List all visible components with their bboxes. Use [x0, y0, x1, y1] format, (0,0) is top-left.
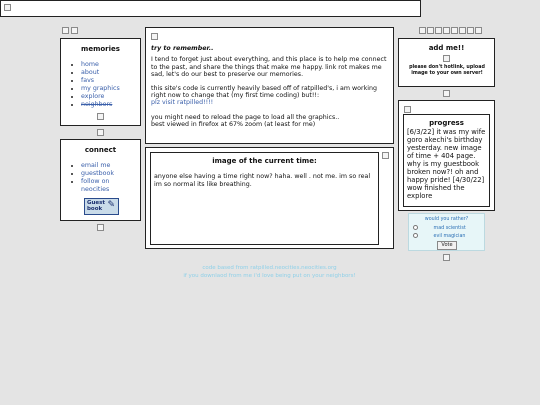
- intro-heading: try to remember..: [151, 45, 214, 52]
- poll-option-1[interactable]: [413, 225, 466, 231]
- broken-image-icon: [467, 27, 474, 34]
- radio-option-2[interactable]: [413, 233, 418, 238]
- nav-favs[interactable]: • favs: [81, 77, 140, 85]
- nav-my-graphics[interactable]: • my graphics: [81, 85, 140, 93]
- nav-neocities[interactable]: neocities: [81, 186, 110, 193]
- ratpilled-link[interactable]: plz visit ratpilled!!!!: [151, 99, 214, 107]
- broken-image-icon: [443, 254, 450, 261]
- intro-paragraph-3a: you might need to reload the page to load all the graphics..: [151, 113, 340, 121]
- progress-text: [6/3/22] it was my wife goro akechi's birthday yesterday. new image of time + 404 page. why is my guestbook broken now?! oh and happy pride! [4/30/22] wow finished the explore: [407, 128, 486, 200]
- broken-image-icon: [475, 27, 482, 34]
- intro-text: [151, 45, 389, 129]
- footer-line-2: if you downlaod from me i'd love being put on your neighbors!: [183, 273, 356, 279]
- badge-line1: Guest: [87, 200, 106, 206]
- current-time-title: image of the current time:: [212, 157, 317, 165]
- broken-image-icon: [151, 33, 158, 40]
- memories-panel: [60, 38, 141, 126]
- poll-option-2-label: evil magician: [433, 234, 466, 239]
- connect-nav: [81, 162, 140, 194]
- stamp-row-right: [419, 27, 482, 35]
- broken-image-icon: [451, 27, 458, 34]
- header-banner: [0, 0, 421, 17]
- broken-image-icon: [71, 27, 78, 34]
- memories-nav: [81, 61, 140, 109]
- broken-image-icon: [97, 113, 104, 120]
- connect-panel: [60, 139, 141, 221]
- broken-image-icon: [427, 27, 434, 34]
- nav-about[interactable]: • about: [81, 69, 140, 77]
- current-time-panel: [145, 147, 394, 249]
- stamp-row-left: [62, 27, 78, 35]
- broken-image-icon: [382, 152, 389, 159]
- broken-image-icon: [97, 129, 104, 136]
- nav-follow-on[interactable]: • follow on: [81, 178, 140, 186]
- current-time-box: [150, 152, 379, 245]
- progress-title: progress: [429, 119, 464, 127]
- poll-question: would you rather?: [424, 217, 469, 222]
- footer-text: [145, 264, 394, 280]
- progress-box[interactable]: [403, 114, 490, 207]
- guestbook-badge[interactable]: [84, 198, 119, 215]
- radio-option-1[interactable]: [413, 225, 418, 230]
- add-me-note: please don't hotlink, upload image to your own server!: [409, 65, 485, 76]
- footer-line-1: code based from ratpilled.neocities.neocities.org: [202, 265, 337, 271]
- broken-image-icon: [443, 90, 450, 97]
- poll-box: [408, 213, 485, 251]
- add-me-title: add me!!: [428, 44, 465, 52]
- nav-explore[interactable]: • explore: [81, 93, 140, 101]
- poll-option-2[interactable]: [413, 233, 465, 239]
- broken-image-icon: [4, 4, 11, 11]
- intro-paragraph-1: I tend to forget just about everything, and this place is to help me connect to the past, and share the things that make me happy. link rot makes me sad, let's do our best to preserve our memories.: [151, 56, 387, 79]
- poll-option-1-label: mad scientist: [433, 226, 466, 231]
- broken-image-icon: [419, 27, 426, 34]
- intro-paragraph-2: this site's code is currently heavily based off of ratpilled's, i am working right now to change that (my first time coding) but!!:: [151, 84, 378, 100]
- progress-panel: [398, 100, 495, 211]
- intro-paragraph-3b: best viewed in firefox at 67% zoom (at least for me): [151, 121, 316, 129]
- connect-title: connect: [84, 146, 117, 154]
- memories-title: memories: [81, 45, 120, 53]
- broken-image-icon: [459, 27, 466, 34]
- broken-image-icon: [62, 27, 69, 34]
- quill-icon: ✎: [107, 200, 115, 210]
- intro-panel: [145, 27, 394, 144]
- broken-image-icon: [404, 106, 411, 113]
- nav-home[interactable]: • home: [81, 61, 140, 69]
- badge-line2: book: [87, 206, 103, 212]
- vote-button[interactable]: Vote: [437, 241, 457, 250]
- nav-neighbors[interactable]: • neighbors: [81, 101, 140, 109]
- broken-image-icon: [443, 55, 450, 62]
- nav-guestbook[interactable]: • guestbook: [81, 170, 140, 178]
- nav-email-me[interactable]: • email me: [81, 162, 140, 170]
- add-me-panel: [398, 38, 495, 87]
- broken-image-icon: [443, 27, 450, 34]
- broken-image-icon: [435, 27, 442, 34]
- broken-image-icon: [97, 224, 104, 231]
- current-time-caption: anyone else having a time right now? haha. well . not me. im so real im so normal its like breathing.: [154, 173, 371, 188]
